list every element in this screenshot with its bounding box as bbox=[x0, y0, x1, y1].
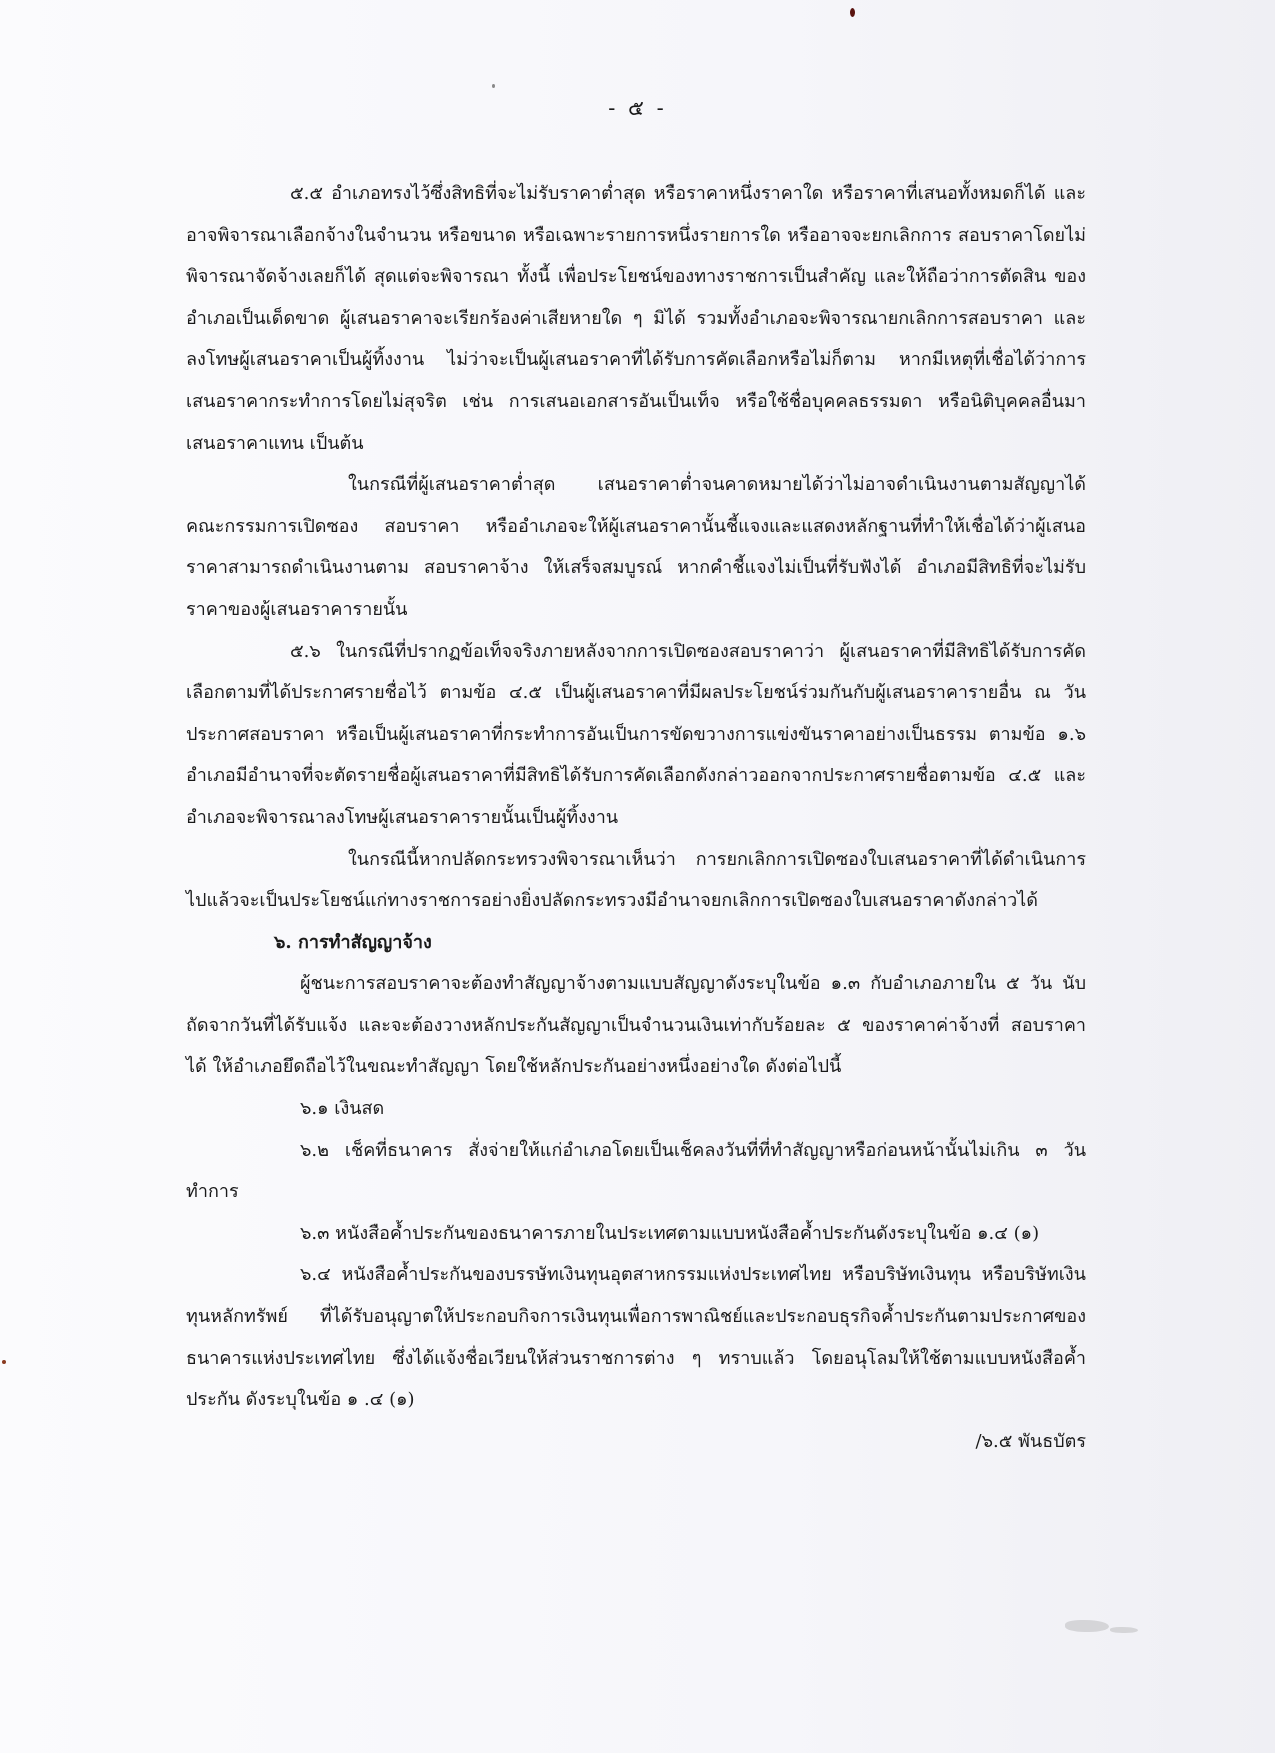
paragraph-lowest-bid: ในกรณีที่ผู้เสนอราคาต่ำสุด เสนอราคาต่ำจนคาดหมายได้ว่าไม่อาจดำเนินงานตามสัญญาได้ คณะกรรมการเปิดซอง สอบราคา หรืออำเภอจะให้ผู้เสนอราคานั้นชี้แจงและแสดงหลักฐานที่ทำให้เชื่อได้ว่าผู้เสนอราคาสามารถดำเนินงานตาม สอบราคาจ้าง ให้เสร็จสมบูรณ์ หากคำชี้แจงไม่เป็นที่รับฟังได้ อำเภอมีสิทธิที่จะไม่รับราคาของผู้เสนอราคารายนั้น bbox=[186, 474, 1086, 620]
continuation-note: /๖.๕ พันธบัตร bbox=[975, 1430, 1086, 1452]
document-body bbox=[186, 173, 1086, 1462]
scan-smudge bbox=[1065, 1620, 1109, 1632]
paragraph-5-5: ๕.๕ อำเภอทรงไว้ซึ่งสิทธิที่จะไม่รับราคาต่ำสุด หรือราคาหนึ่งราคาใด หรือราคาที่เสนอทั้งหมดก็ได้ และอาจพิจารณาเลือกจ้างในจำนวน หรือขนาด หรือเฉพาะรายการหนึ่งรายการใด หรืออาจจะยกเลิกการ สอบราคาโดยไม่พิจารณาจัดจ้างเลยก็ได้ สุดแต่จะพิจารณา ทั้งนี้ เพื่อประโยชน์ของทางราชการเป็นสำคัญ และให้ถือว่าการตัดสิน ของอำเภอเป็นเด็ดขาด ผู้เสนอราคาจะเรียกร้องค่าเสียหายใด ๆ มิได้ รวมทั้งอำเภอจะพิจารณายกเลิกการสอบราคา และลงโทษผู้เสนอราคาเป็นผู้ทิ้งงาน ไม่ว่าจะเป็นผู้เสนอราคาที่ได้รับการคัดเลือกหรือไม่ก็ตาม หากมีเหตุที่เชื่อได้ว่าการเสนอราคากระทำการโดยไม่สุจริต เช่น การเสนอเอกสารอันเป็นเท็จ หรือใช้ชื่อบุคคลธรรมดา หรือนิติบุคคลอื่นมาเสนอราคาแทน เป็นต้น bbox=[186, 183, 1086, 454]
section-6-intro: ผู้ชนะการสอบราคาจะต้องทำสัญญาจ้างตามแบบสัญญาดังระบุในข้อ ๑.๓ กับอำเภอภายใน ๕ วัน นับถัดจากวันที่ได้รับแจ้ง และจะต้องวางหลักประกันสัญญาเป็นจำนวนเงินเท่ากับร้อยละ ๕ ของราคาค่าจ้างที่ สอบราคา ได้ ให้อำเภอยึดถือไว้ในขณะทำสัญญา โดยใช้หลักประกันอย่างหนึ่งอย่างใด ดังต่อไปนี้ bbox=[186, 973, 1086, 1078]
section-6-heading: ๖. การทำสัญญาจ้าง bbox=[274, 931, 432, 953]
item-6-1: ๖.๑ เงินสด bbox=[300, 1098, 385, 1120]
ink-speck bbox=[850, 8, 855, 17]
item-6-4: ๖.๔ หนังสือค้ำประกันของบรรษัทเงินทุนอุตสาหกรรมแห่งประเทศไทย หรือบริษัทเงินทุน หรือบริษัทเงินทุนหลักทรัพย์ ที่ได้รับอนุญาตให้ประกอบกิจการเงินทุนเพื่อการพาณิชย์และประกอบธุรกิจค้ำประกันตามประกาศของธนาคารแห่งประเทศไทย ซึ่งได้แจ้งชื่อเวียนให้ส่วนราชการต่าง ๆ ทราบแล้ว โดยอนุโลมให้ใช้ตามแบบหนังสือค้ำประกัน ดังระบุในข้อ ๑ .๔ (๑) bbox=[186, 1264, 1086, 1411]
paragraph-cancellation: ในกรณีนี้หากปลัดกระทรวงพิจารณาเห็นว่า การยกเลิกการเปิดซองใบเสนอราคาที่ได้ดำเนินการไปแล้วจะเป็นประโยชน์แก่ทางราชการอย่างยิ่งปลัดกระทรวงมีอำนาจยกเลิกการเปิดซองใบเสนอราคาดังกล่าวได้ bbox=[186, 848, 1086, 912]
ink-speck bbox=[2, 1360, 6, 1364]
page-number: - ๕ - bbox=[608, 96, 667, 120]
ink-speck bbox=[492, 84, 495, 88]
item-6-2: ๖.๒ เช็คที่ธนาคาร สั่งจ่ายให้แก่อำเภอโดยเป็นเช็คลงวันที่ที่ทำสัญญาหรือก่อนหน้านั้นไม่เกิน ๓ วันทำการ bbox=[186, 1139, 1086, 1203]
paragraph-5-6: ๕.๖ ในกรณีที่ปรากฏข้อเท็จจริงภายหลังจากการเปิดซองสอบราคาว่า ผู้เสนอราคาที่มีสิทธิได้รับการคัดเลือกตามที่ได้ประกาศรายชื่อไว้ ตามข้อ ๔.๕ เป็นผู้เสนอราคาที่มีผลประโยชน์ร่วมกันกับผู้เสนอราคารายอื่น ณ วันประกาศสอบราคา หรือเป็นผู้เสนอราคาที่กระทำการอันเป็นการขัดขวางการแข่งขันราคาอย่างเป็นธรรม ตามข้อ ๑.๖ อำเภอมีอำนาจที่จะตัดรายชื่อผู้เสนอราคาที่มีสิทธิได้รับการคัดเลือกดังกล่าวออกจากประกาศรายชื่อตามข้อ ๔.๕ และอำเภอจะพิจารณาลงโทษผู้เสนอราคารายนั้นเป็นผู้ทิ้งงาน bbox=[186, 640, 1086, 828]
scan-smudge bbox=[1110, 1627, 1138, 1633]
item-6-3: ๖.๓ หนังสือค้ำประกันของธนาคารภายในประเทศตามแบบหนังสือค้ำประกันดังระบุในข้อ ๑.๔ (๑) bbox=[300, 1222, 1040, 1244]
